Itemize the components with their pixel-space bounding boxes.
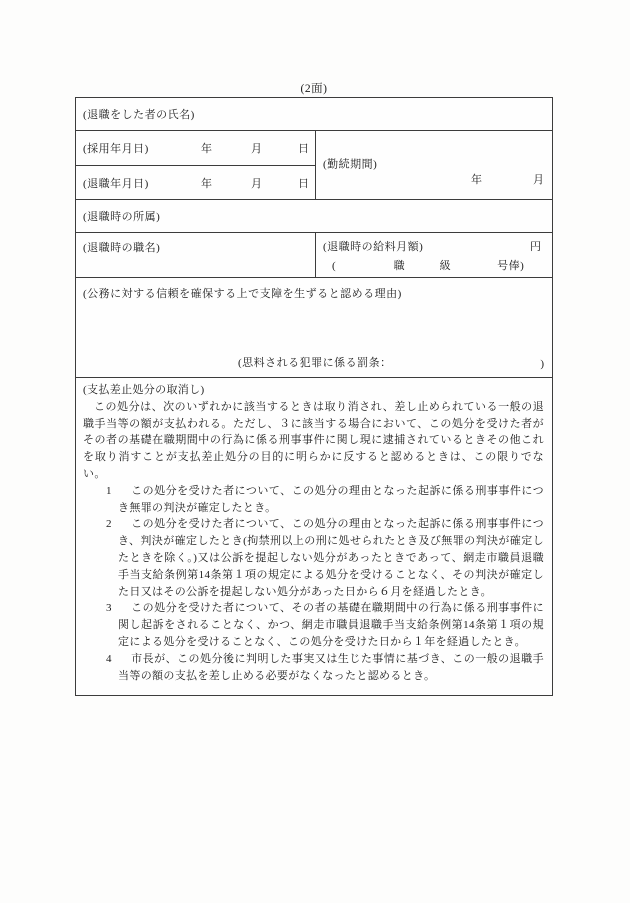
row-dates-and-service <box>76 130 552 199</box>
retirement-form-table <box>75 97 553 696</box>
row-retiree-name <box>76 98 552 130</box>
service-period-label: (勤続期間) <box>323 158 378 171</box>
cancellation-item-2 <box>83 516 544 600</box>
cancellation-item-1 <box>83 483 544 517</box>
item-4-number: 4 <box>106 652 112 665</box>
cancellation-item-4 <box>83 651 544 685</box>
service-period-year-unit: 年 <box>471 174 482 186</box>
item-2-number: 2 <box>106 518 112 531</box>
reason-label: (公務に対する信頼を確保する上で支障を生ずると認める理由) <box>83 288 402 300</box>
cancellation-intro: この処分は、次のいずれかに該当するときは取り消され、差し止められている一般の退職手当等の額が支払われる。ただし、３に該当する場合において、この処分を受けた者がその者の基礎在職期間中の行為に係る刑事事件に関し現に逮捕されているときその他これを取り消すことが支払差止処分の目的に明らかに反すると認めるときは、この限りでない。 <box>83 400 544 480</box>
cancellation-heading: (支払差止処分の取消し) <box>83 384 205 396</box>
cancellation-item-3 <box>83 600 544 650</box>
cell-service-period <box>315 131 552 199</box>
row-hire-date <box>76 131 315 165</box>
retirement-date-month-unit: 月 <box>251 177 262 190</box>
sheet-number-label: (2面) <box>300 83 328 95</box>
penal-clause-label: (思料される犯罪に係る罰条： <box>238 357 392 369</box>
item-1-number: 1 <box>106 484 112 497</box>
item-3-text: この処分を受けた者について、その者の基礎在職期間中の行為に係る刑事事件に関し起訴をされることなく、かつ、網走市職員退職手当支給条例第14条第１項の規定による処分を受けることなく、この処分を受けた日から１年を経過したとき。 <box>118 602 544 648</box>
retirement-date-label: (退職年月日) <box>83 177 149 190</box>
row-retirement-date <box>76 165 315 199</box>
affiliation-label: (退職時の所属) <box>83 211 161 223</box>
row-jobtitle-salary <box>76 232 552 277</box>
item-4-text: 市長が、この処分後に判明した事実又は生じた事情に基づき、この一般の退職手当等の額の支払を差し止める必要がなくなったと認めるとき。 <box>118 652 544 682</box>
hire-date-month-unit: 月 <box>251 143 262 155</box>
retirement-date-day-unit: 日 <box>298 177 309 190</box>
row-affiliation <box>76 199 552 232</box>
monthly-salary-label: (退職時の給料月額) <box>323 241 424 253</box>
service-period-month-unit: 月 <box>533 174 544 186</box>
cell-job-title <box>76 233 315 277</box>
row-cancellation <box>76 377 552 695</box>
row-reason <box>76 277 552 377</box>
hire-date-year-unit: 年 <box>201 143 212 155</box>
retirement-date-year-unit: 年 <box>201 177 212 190</box>
dates-column <box>76 131 315 199</box>
hire-date-label: (採用年月日) <box>83 143 149 155</box>
item-2-text: この処分を受けた者について、この処分の理由となった起訴に係る刑事事件につき、判決が確定したとき(拘禁刑以上の刑に処せられたとき及び無罪の判決が確定したときを除く。)又は公訴を提起しない処分があったときであって、網走市職員退職手当支給条例第14条第１項の規定による処分を受けることなく、その判決が確定した日又はその公訴を提起しない処分があった日から６月を経過したとき。 <box>118 518 544 598</box>
penal-clause-close-paren: ) <box>540 358 544 370</box>
job-title-label: (退職時の職名) <box>83 242 161 254</box>
retiree-name-label: (退職をした者の氏名) <box>83 109 195 121</box>
item-3-number: 3 <box>106 602 112 615</box>
yen-unit: 円 <box>530 241 541 253</box>
cell-monthly-salary <box>315 233 552 277</box>
grade-step-line: ( 職 級 号俸) <box>332 260 525 272</box>
hire-date-day-unit: 日 <box>298 143 309 155</box>
item-1-text: この処分を受けた者について、この処分の理由となった起訴に係る刑事事件につき無罪の判決が確定したとき。 <box>118 484 544 514</box>
